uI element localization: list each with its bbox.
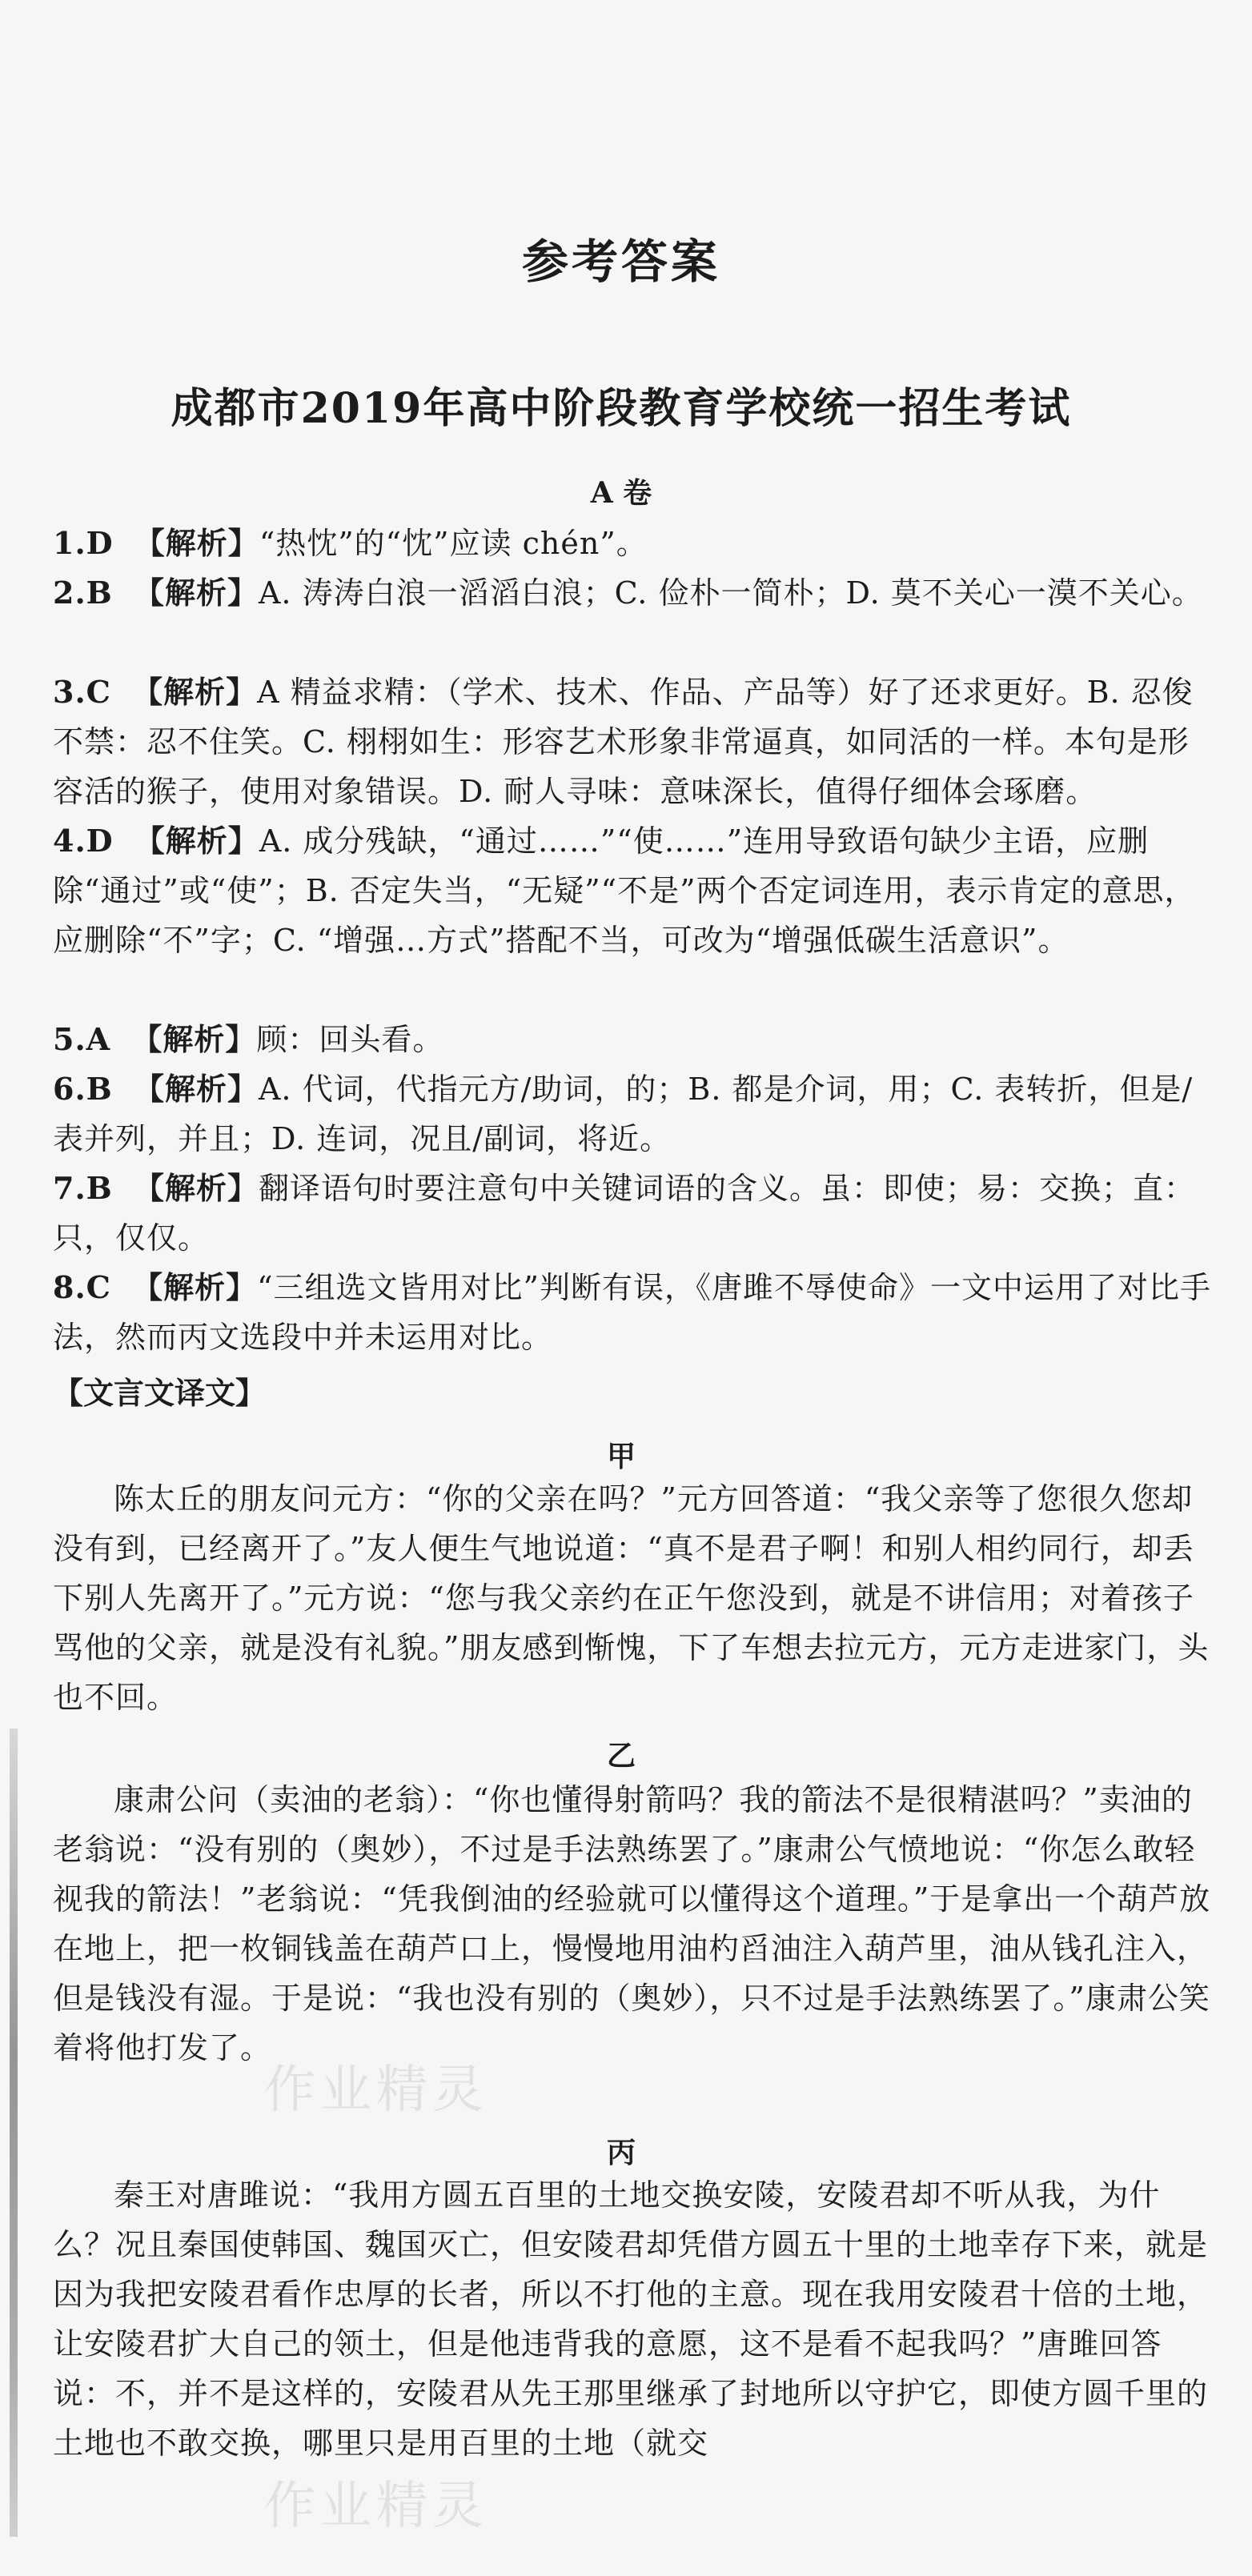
passage-label: 丙: [606, 2136, 636, 2169]
passage-label: 甲: [606, 1440, 636, 1473]
answer-number: 8.C: [53, 1269, 111, 1305]
answer-number: 6.B: [53, 1071, 113, 1107]
answer-text: “热忱”的“忱”应读 chén”。: [259, 526, 648, 561]
answer-text: A. 涛涛白浪一滔滔白浪；C. 俭朴一简朴；D. 莫不关心一漠不关心。: [258, 575, 1203, 611]
exam-title: 成都市2019年高中阶段教育学校统一招生考试: [171, 384, 1072, 433]
answer-number: 1.D: [53, 525, 114, 561]
passage-text: 陈太丘的朋友问元方：“你的父亲在吗？”元方回答道：“我父亲等了您很久您却没有到，已经离开了。”友人便生气地说道：“真不是君子啊！和别人相约同行，却丢下别人先离开了。”元方说：“您与我父亲约在正午您没到，就是不讲信用；对着孩子骂他的父亲，就是没有礼貌。”朋友感到惭愧，下了车想去拉元方，元方走进家门，头也不回。: [53, 1481, 1210, 1715]
answer-number: 4.D: [53, 823, 114, 859]
answer-item: [53, 568, 1214, 618]
answer-text: A 精益求精：（学术、技术、作品、产品等）好了还求更好。B. 忍俊不禁：忍不住笑。C. 栩栩如生：形容艺术形象非常逼真，如同活的一样。本句是形容活的猴子，使用对象错误。D. 耐人寻味：意味深长，值得仔细体会琢磨。: [53, 675, 1194, 809]
answer-number: 2.B: [53, 575, 113, 611]
answer-item: [53, 667, 1214, 816]
answer-text: “三组选文皆用对比”判断有误，《唐雎不辱使命》一文中运用了对比手法，然而丙文选段中并未运用对比。: [53, 1270, 1211, 1355]
passage-text: 康肃公问（卖油的老翁）：“你也懂得射箭吗？我的箭法不是很精湛吗？”卖油的老翁说：“没有别的（奥妙），不过是手法熟练罢了。”康肃公气愤地说：“你怎么敢轻视我的箭法！”老翁说：“凭我倒油的经验就可以懂得这个道理。”于是拿出一个葫芦放在地上，把一枚铜钱盖在葫芦口上，慢慢地用油杓舀油注入葫芦里，油从钱孔注入，但是钱没有湿。于是说：“我也没有别的（奥妙），只不过是手法熟练罢了。”康肃公笑着将他打发了。: [53, 1782, 1211, 2065]
answer-item: [53, 816, 1214, 965]
analysis-tag: 【解析】: [131, 1021, 257, 1057]
passage-text: 秦王对唐雎说：“我用方圆五百里的土地交换安陵，安陵君却不听从我，为什么？况且秦国使韩国、魏国灭亡，但安陵君却凭借方圆五十里的土地幸存下来，就是因为我把安陵君看作忠厚的长者，所以不打他的主意。现在我用安陵君十倍的土地，让安陵君扩大自己的领土，但是他违背我的意愿，这不是看不起我吗？”唐雎回答说：不，并不是这样的，安陵君从先王那里继承了封地所以守护它，即使方圆千里的土地也不敢交换，哪里只是用百里的土地（就交: [53, 2177, 1209, 2461]
answer-item: [53, 1064, 1214, 1164]
analysis-tag: 【解析】: [133, 1170, 259, 1206]
answer-text: A. 代词，代指元方/助词，的；B. 都是介词，用；C. 表转折，但是/表并列，并且；D. 连词，况且/副词，将近。: [53, 1072, 1194, 1156]
answer-item: [53, 1015, 1214, 1064]
answer-item: [53, 1263, 1214, 1362]
answer-text: A. 成分残缺，“通过……”“使……”连用导致语句缺少主语，应删除“通过”或“使”；B. 否定失当，“无疑”“不是”两个否定词连用，表示肯定的意思，应删除“不”字；C. “增强…方式”搭配不当，可改为“增强低碳生活意识”。: [53, 823, 1196, 958]
answer-item: [53, 1164, 1214, 1263]
analysis-tag: 【解析】: [133, 575, 259, 611]
analysis-tag: 【解析】: [134, 823, 259, 859]
watermark: 作业精灵: [264, 2061, 488, 2120]
analysis-tag: 【解析】: [133, 1071, 259, 1107]
page-title: 参考答案: [521, 234, 720, 289]
answer-number: 7.B: [53, 1170, 113, 1206]
analysis-tag: 【解析】: [132, 674, 258, 710]
passage-label: 乙: [606, 1739, 636, 1773]
scan-edge-shadow: [10, 1729, 18, 2537]
answer-number: 5.A: [53, 1021, 111, 1057]
analysis-tag: 【解析】: [134, 525, 259, 561]
answer-text: 翻译语句时要注意句中关键词语的含义。虽：即使；易：交换；直：只，仅仅。: [53, 1171, 1195, 1256]
translation-heading: 【文言文译文】: [53, 1375, 267, 1411]
section-a-heading: A 卷: [590, 476, 652, 510]
analysis-tag: 【解析】: [132, 1269, 258, 1305]
document-page: [29, 0, 1214, 2576]
watermark: 作业精灵: [264, 2477, 488, 2536]
answer-number: 3.C: [53, 674, 111, 710]
answer-item: [53, 519, 1214, 568]
answer-text: 顾：回头看。: [256, 1022, 444, 1057]
